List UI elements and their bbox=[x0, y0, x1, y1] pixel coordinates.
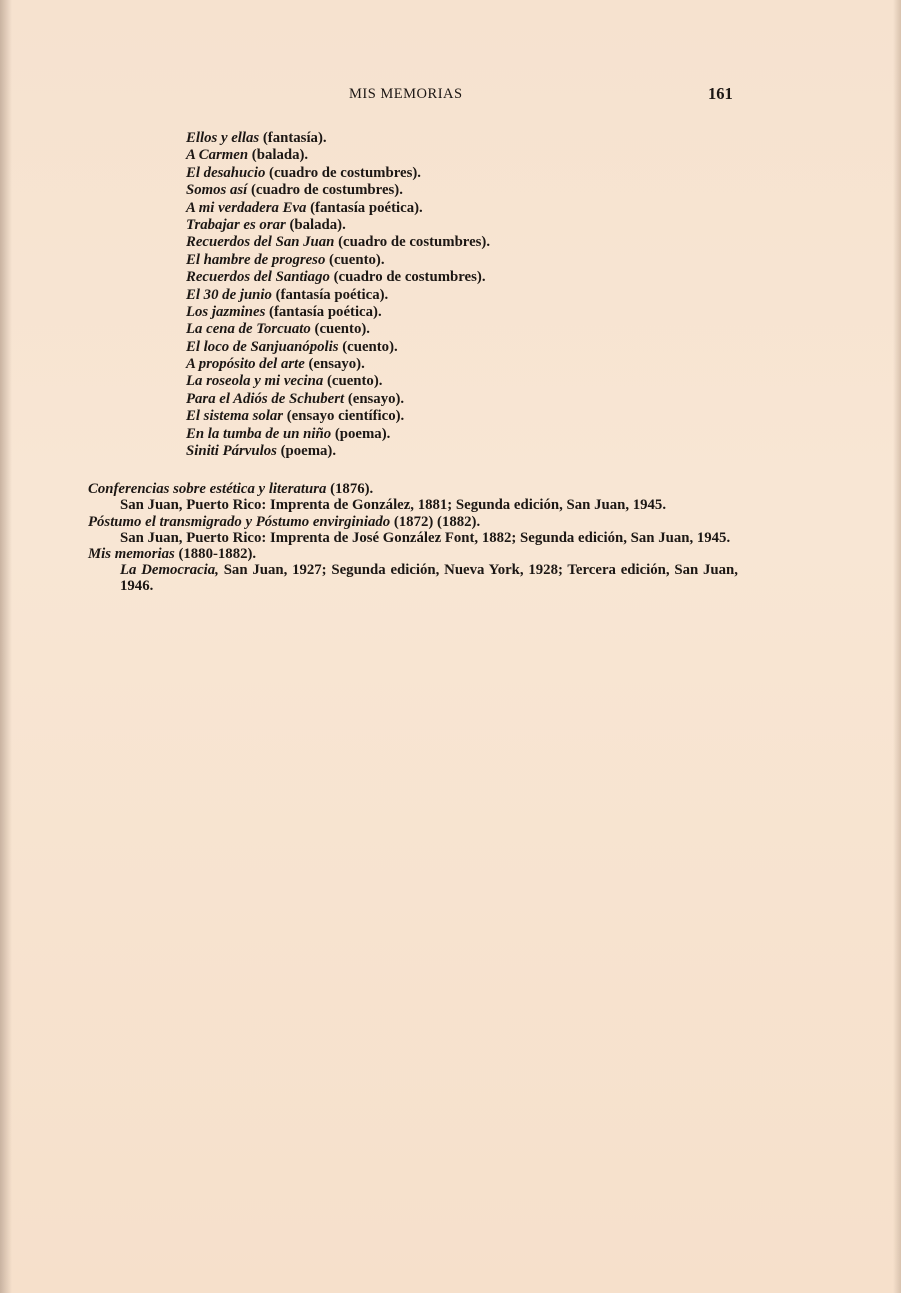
work-genre: (cuento). bbox=[314, 321, 370, 338]
work-title: Siniti Párvulos bbox=[186, 443, 277, 460]
work-genre: (cuadro de costumbres). bbox=[338, 234, 491, 251]
work-title: Ellos y ellas bbox=[186, 130, 260, 146]
running-title: MIS MEMORIAS bbox=[349, 86, 463, 102]
work-title: La roseola y mi vecina bbox=[186, 373, 324, 390]
work-item bbox=[186, 182, 746, 199]
work-genre: (cuadro de costumbres). bbox=[269, 164, 421, 181]
work-item bbox=[186, 426, 746, 443]
work-title: El sistema solar bbox=[186, 408, 284, 425]
work-genre: (balada). bbox=[289, 216, 346, 233]
bibliography-entry bbox=[88, 514, 738, 547]
work-item bbox=[186, 321, 746, 338]
work-title: Recuerdos del Santiago bbox=[186, 269, 330, 286]
work-title: La cena de Torcuato bbox=[186, 321, 311, 338]
page-number: 161 bbox=[708, 84, 733, 103]
work-item bbox=[186, 252, 746, 269]
work-title: Trabajar es orar bbox=[186, 216, 286, 233]
work-genre: (ensayo científico). bbox=[286, 408, 405, 425]
work-item bbox=[186, 391, 746, 408]
page-left-edge-shadow bbox=[0, 0, 12, 1293]
bibliography-detail bbox=[120, 498, 738, 514]
work-item bbox=[186, 200, 746, 217]
work-item bbox=[186, 234, 746, 251]
page-right-edge-shadow bbox=[893, 0, 901, 1293]
work-item bbox=[186, 356, 746, 373]
work-genre: (fantasía). bbox=[262, 130, 327, 146]
work-genre: (cuadro de costumbres). bbox=[250, 182, 403, 199]
work-title: Los jazmines bbox=[186, 303, 266, 320]
work-title: Somos así bbox=[186, 182, 248, 199]
work-genre: (ensayo). bbox=[308, 356, 365, 373]
work-genre: (poema). bbox=[280, 443, 337, 460]
work-genre: (cuento). bbox=[342, 338, 398, 355]
bibliography-publication: La Democracia, bbox=[120, 562, 219, 578]
work-item bbox=[186, 130, 746, 147]
work-title: El 30 de junio bbox=[186, 286, 272, 303]
work-item bbox=[186, 165, 746, 182]
bibliography-publication-info: San Juan, Puerto Rico: Imprenta de González, 1881; Segunda edición, San Juan, 1945. bbox=[120, 497, 667, 513]
work-item bbox=[186, 408, 746, 425]
bibliography-detail bbox=[120, 563, 738, 594]
work-genre: (balada). bbox=[251, 147, 309, 164]
work-genre: (poema). bbox=[334, 425, 391, 442]
work-title: En la tumba de un niño bbox=[186, 425, 332, 442]
work-genre: (ensayo). bbox=[347, 390, 405, 407]
bibliography-entry bbox=[88, 481, 738, 514]
work-title: El loco de Sanjuanópolis bbox=[186, 338, 339, 355]
bibliography-title: Conferencias sobre estética y literatura bbox=[88, 481, 327, 497]
work-item bbox=[186, 443, 746, 460]
bibliography-title: Póstumo el transmigrado y Póstumo envirginiado bbox=[88, 513, 391, 530]
work-genre: (cuadro de costumbres). bbox=[333, 269, 486, 286]
work-item bbox=[186, 339, 746, 356]
bibliography-heading bbox=[88, 546, 738, 563]
bibliography-year: (1876). bbox=[330, 481, 374, 497]
work-item bbox=[186, 217, 746, 234]
works-list bbox=[186, 130, 746, 460]
bibliography-year: (1872) (1882). bbox=[393, 513, 481, 530]
bibliography-publication-info: San Juan, Puerto Rico: Imprenta de José González Font, 1882; Segunda edición, San Juan, 1945. bbox=[120, 529, 731, 546]
work-item bbox=[186, 269, 746, 286]
work-item bbox=[186, 304, 746, 321]
work-title: A propósito del arte bbox=[186, 356, 305, 373]
work-genre: (cuento). bbox=[329, 251, 385, 268]
work-genre: (fantasía poética). bbox=[275, 286, 389, 303]
work-item bbox=[186, 287, 746, 304]
work-title: A mi verdadera Eva bbox=[186, 199, 307, 216]
work-title: El desahucio bbox=[186, 164, 266, 181]
bibliography-heading bbox=[88, 481, 738, 498]
work-genre: (fantasía poética). bbox=[269, 303, 382, 320]
bibliography-publication-info: San Juan, 1927; Segunda edición, Nueva York, 1928; Tercera edición, San Juan, 1946. bbox=[120, 562, 738, 594]
work-title: El hambre de progreso bbox=[186, 251, 326, 268]
work-item bbox=[186, 147, 746, 164]
bibliography-year: (1880-1882). bbox=[178, 546, 257, 562]
bibliography bbox=[88, 481, 738, 594]
bibliography-title: Mis memorias bbox=[88, 546, 175, 562]
work-title: A Carmen bbox=[186, 147, 249, 164]
work-item bbox=[186, 373, 746, 390]
running-head bbox=[0, 84, 901, 108]
work-title: Recuerdos del San Juan bbox=[186, 234, 335, 251]
work-genre: (cuento). bbox=[326, 373, 383, 390]
bibliography-heading bbox=[88, 514, 738, 531]
bibliography-entry bbox=[88, 546, 738, 594]
bibliography-detail bbox=[120, 531, 738, 547]
work-genre: (fantasía poética). bbox=[310, 199, 423, 216]
work-title: Para el Adiós de Schubert bbox=[186, 390, 345, 407]
